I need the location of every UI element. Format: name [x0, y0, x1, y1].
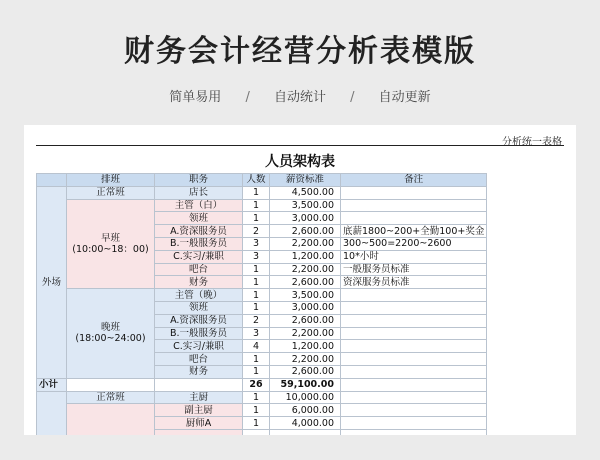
salary-cell: 2,600.00 [270, 276, 341, 289]
note-cell [341, 391, 487, 404]
salary-cell: 2,600.00 [270, 365, 341, 378]
position-cell: B.一般服务员 [155, 327, 243, 340]
col-header-count: 人数 [243, 174, 270, 187]
salary-cell [270, 429, 341, 435]
note-cell [341, 417, 487, 430]
header-rule [36, 145, 564, 146]
table-row [37, 378, 487, 391]
count-cell: 1 [243, 404, 270, 417]
department-cell: 外场 [37, 186, 67, 378]
salary-cell: 6,000.00 [270, 404, 341, 417]
note-cell [341, 289, 487, 302]
tag-separator: / [245, 90, 250, 105]
salary-cell: 2,600.00 [270, 314, 341, 327]
shift-cell: 早班 (10:00~18：00) [67, 199, 155, 289]
subtotal-count: 26 [243, 378, 270, 391]
position-cell: 吧台 [155, 353, 243, 366]
col-header-salary: 薪资标准 [270, 174, 341, 187]
col-header-note: 备注 [341, 174, 487, 187]
salary-cell: 1,200.00 [270, 250, 341, 263]
empty-cell [67, 378, 155, 391]
position-cell: 财务 [155, 365, 243, 378]
position-cell: 主管（白） [155, 199, 243, 212]
count-cell: 3 [243, 237, 270, 250]
salary-cell: 4,000.00 [270, 417, 341, 430]
count-cell: 3 [243, 327, 270, 340]
position-cell: C.实习/兼职 [155, 340, 243, 353]
col-header-position: 职务 [155, 174, 243, 187]
note-cell: 一般服务员标准 [341, 263, 487, 276]
department-cell [37, 391, 67, 435]
count-cell: 1 [243, 186, 270, 199]
sheet-title: 人员架构表 [265, 154, 335, 170]
shift-cell: 正常班 [67, 186, 155, 199]
note-cell [341, 353, 487, 366]
count-cell: 1 [243, 301, 270, 314]
tag-separator: / [350, 90, 355, 105]
count-cell: 1 [243, 263, 270, 276]
note-cell [341, 404, 487, 417]
count-cell: 1 [243, 199, 270, 212]
col-header [37, 174, 67, 187]
position-cell: 领班 [155, 301, 243, 314]
table-row [37, 186, 487, 199]
table-row [37, 199, 487, 212]
page-title: 财务会计经营分析表模版 [124, 34, 476, 69]
count-cell: 1 [243, 353, 270, 366]
salary-cell: 3,000.00 [270, 301, 341, 314]
table-row [37, 404, 487, 417]
count-cell: 4 [243, 340, 270, 353]
position-cell: 店长 [155, 186, 243, 199]
count-cell: 2 [243, 314, 270, 327]
staff-table [36, 173, 487, 435]
position-cell: 吧台 [155, 263, 243, 276]
note-cell [341, 365, 487, 378]
empty-cell [155, 378, 243, 391]
salary-cell: 2,200.00 [270, 353, 341, 366]
note-cell [341, 186, 487, 199]
note-cell [341, 340, 487, 353]
position-cell [155, 429, 243, 435]
note-cell [341, 429, 487, 435]
position-cell: 财务 [155, 276, 243, 289]
count-cell [243, 429, 270, 435]
note-cell [341, 327, 487, 340]
shift-cell [67, 404, 155, 435]
count-cell: 3 [243, 250, 270, 263]
position-cell: 主管（晚） [155, 289, 243, 302]
salary-cell: 2,600.00 [270, 225, 341, 238]
salary-cell: 1,200.00 [270, 340, 341, 353]
count-cell: 1 [243, 417, 270, 430]
count-cell: 1 [243, 212, 270, 225]
note-cell: 10*小时 [341, 250, 487, 263]
table-row [37, 391, 487, 404]
salary-cell: 4,500.00 [270, 186, 341, 199]
salary-cell: 3,500.00 [270, 289, 341, 302]
table-header-row [37, 174, 487, 187]
note-cell [341, 212, 487, 225]
salary-cell: 10,000.00 [270, 391, 341, 404]
count-cell: 1 [243, 276, 270, 289]
tag-auto-stats: 自动统计 [273, 90, 326, 105]
position-cell: C.实习/兼职 [155, 250, 243, 263]
tag-auto-update: 自动更新 [378, 90, 431, 105]
tag-easy: 简单易用 [169, 90, 222, 105]
note-cell [341, 314, 487, 327]
spreadsheet-preview [24, 125, 576, 435]
position-cell: 主厨 [155, 391, 243, 404]
subtotal-salary: 59,100.00 [270, 378, 341, 391]
salary-cell: 2,200.00 [270, 237, 341, 250]
position-cell: 厨师A [155, 417, 243, 430]
table-row [37, 289, 487, 302]
count-cell: 1 [243, 391, 270, 404]
position-cell: 领班 [155, 212, 243, 225]
corner-label: 分析统一表格 [502, 137, 562, 148]
count-cell: 1 [243, 365, 270, 378]
col-header-shift: 排班 [67, 174, 155, 187]
note-cell: 底薪1800~200+全勤100+奖金 [341, 225, 487, 238]
note-cell [341, 199, 487, 212]
position-cell: A.资深服务员 [155, 314, 243, 327]
salary-cell: 3,500.00 [270, 199, 341, 212]
position-cell: B.一般服务员 [155, 237, 243, 250]
shift-cell: 正常班 [67, 391, 155, 404]
note-cell: 300~500=2200~2600 [341, 237, 487, 250]
subtotal-label: 小计 [37, 378, 67, 391]
shift-cell: 晚班 (18:00~24:00) [67, 289, 155, 379]
count-cell: 1 [243, 289, 270, 302]
salary-cell: 2,200.00 [270, 327, 341, 340]
feature-tags [0, 86, 600, 105]
note-cell: 资深服务员标准 [341, 276, 487, 289]
position-cell: 副主厨 [155, 404, 243, 417]
count-cell: 2 [243, 225, 270, 238]
note-cell [341, 301, 487, 314]
salary-cell: 3,000.00 [270, 212, 341, 225]
empty-cell [341, 378, 487, 391]
salary-cell: 2,200.00 [270, 263, 341, 276]
position-cell: A.资深服务员 [155, 225, 243, 238]
